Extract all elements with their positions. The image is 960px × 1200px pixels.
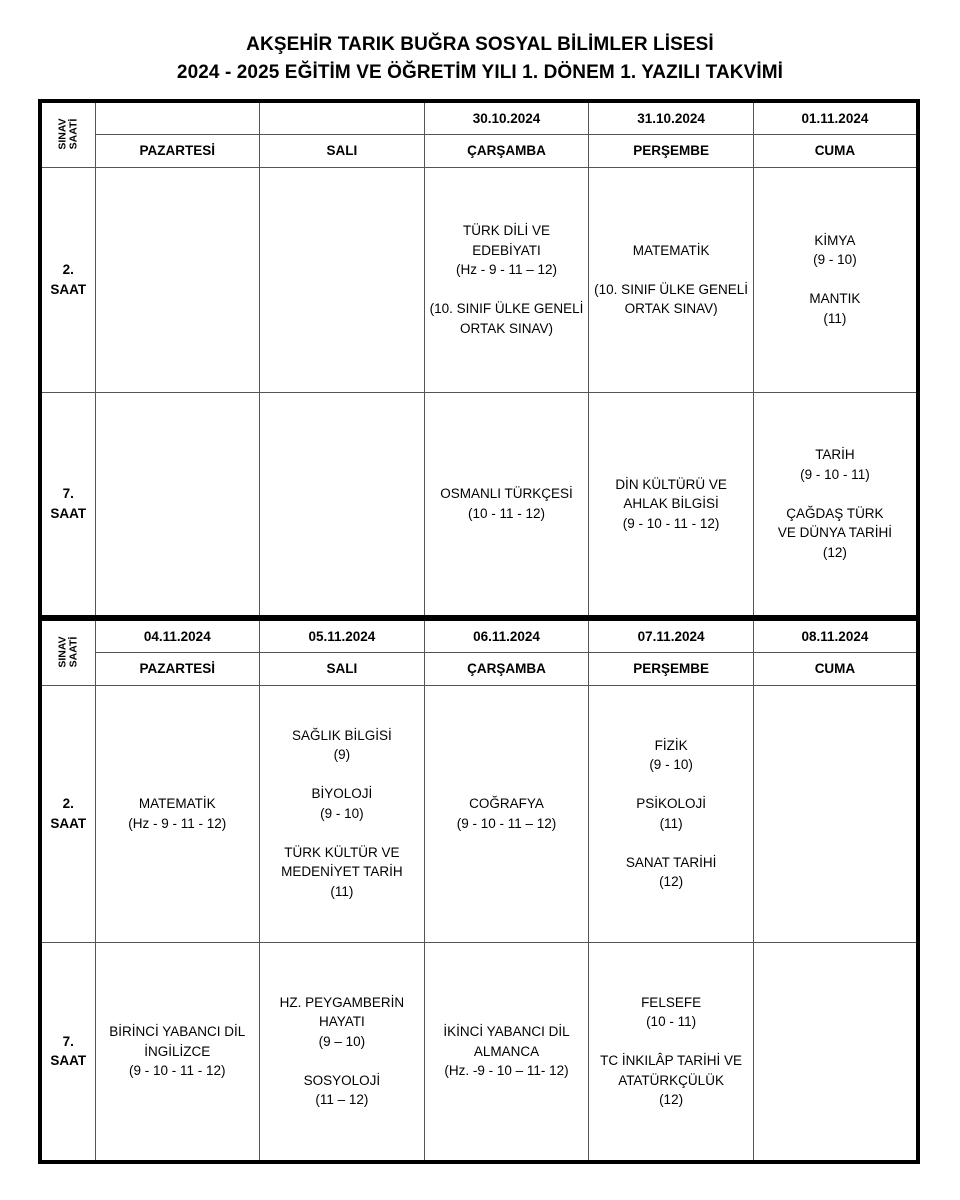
date-cell: 04.11.2024 xyxy=(95,619,260,652)
period-label xyxy=(40,392,95,617)
exam-cell xyxy=(95,392,260,617)
exam-line: DİN KÜLTÜRÜ VE xyxy=(615,476,727,492)
exam-cell xyxy=(753,167,918,392)
exam-line: (9 - 10 - 11) xyxy=(800,466,870,482)
exam-hour-label-1: SINAV xyxy=(56,117,69,150)
exam-hour-header xyxy=(40,101,95,167)
day-cell: PERŞEMBE xyxy=(589,652,754,685)
exam-line: (9) xyxy=(333,747,351,763)
exam-line: FİZİK xyxy=(654,737,688,753)
day-cell: PERŞEMBE xyxy=(589,134,754,167)
exam-hour-label-2: SAATİ xyxy=(67,118,80,149)
exam-line: MATEMATİK xyxy=(138,796,216,811)
exam-hour-label-2: SAATİ xyxy=(67,636,80,667)
exam-hour-label-1: SINAV xyxy=(56,635,69,668)
day-cell: SALI xyxy=(260,652,425,685)
exam-cell xyxy=(753,942,918,1162)
date-cell: 06.11.2024 xyxy=(424,619,589,652)
exam-line: (9 - 10) xyxy=(320,805,364,821)
day-cell: CUMA xyxy=(753,652,918,685)
exam-line: SANAT TARİHİ xyxy=(625,854,717,870)
exam-line: ATATÜRKÇÜLÜK xyxy=(618,1072,724,1088)
exam-line: PSİKOLOJİ xyxy=(636,796,706,811)
line-spacer xyxy=(593,260,749,280)
exam-cell xyxy=(424,942,589,1162)
exam-cell xyxy=(260,167,425,392)
exam-cell xyxy=(424,685,589,942)
exam-line: (Hz. -9 - 10 – 11- 12) xyxy=(444,1063,569,1078)
period-unit: SAAT xyxy=(50,281,87,297)
exam-line: (10. SINIF ÜLKE GENELİ xyxy=(594,281,748,297)
exam-cell xyxy=(260,685,425,942)
exam-line: TC İNKILÂP TARİHİ VE xyxy=(600,1053,742,1069)
exam-line: TÜRK DİLİ VE xyxy=(462,223,550,238)
date-cell: 08.11.2024 xyxy=(753,619,918,652)
period-label xyxy=(40,685,95,942)
exam-line: (11) xyxy=(659,815,683,831)
period-number: 2. xyxy=(62,262,74,277)
exam-line: EDEBİYATI xyxy=(472,242,541,258)
line-spacer xyxy=(758,270,912,290)
exam-line: MEDENİYET TARİH xyxy=(281,864,403,880)
exam-line: (12) xyxy=(822,544,847,560)
exam-line: COĞRAFYA xyxy=(469,796,544,811)
exam-line: HAYATI xyxy=(319,1014,365,1030)
exam-line: ORTAK SINAV) xyxy=(624,301,718,316)
period-number: 7. xyxy=(62,1033,74,1049)
exam-line: OSMANLI TÜRKÇESİ xyxy=(440,486,573,502)
exam-line: (9 – 10) xyxy=(318,1033,366,1049)
date-cell xyxy=(95,101,260,134)
period-number: 7. xyxy=(62,486,74,502)
period-unit: SAAT xyxy=(50,1053,87,1069)
exam-cell xyxy=(589,685,754,942)
exam-cell xyxy=(589,942,754,1162)
exam-line: (10 - 11 - 12) xyxy=(467,505,545,521)
exam-line: FELSEFE xyxy=(641,994,702,1010)
exam-line: (9 - 10 - 11 - 12) xyxy=(129,1063,226,1078)
exam-line: İNGİLİZCE xyxy=(144,1043,211,1059)
day-cell: ÇARŞAMBA xyxy=(424,134,589,167)
exam-line: (10. SINIF ÜLKE GENELİ xyxy=(429,301,584,316)
line-spacer xyxy=(264,765,420,785)
exam-line: TARİH xyxy=(815,447,855,463)
period-label xyxy=(40,942,95,1162)
page-title: AKŞEHİR TARIK BUĞRA SOSYAL BİLİMLER LİSESİ xyxy=(246,34,714,55)
exam-cell xyxy=(589,167,754,392)
day-cell: PAZARTESİ xyxy=(95,652,260,685)
exam-line: BİRİNCİ YABANCI DİL xyxy=(109,1024,246,1039)
exam-line: (9 - 10 - 11 - 12) xyxy=(622,515,720,531)
exam-cell xyxy=(95,942,260,1162)
exam-line: ORTAK SINAV) xyxy=(459,320,553,336)
line-spacer xyxy=(264,823,420,843)
exam-line: (11) xyxy=(330,883,354,899)
exam-line: SAĞLIK BİLGİSİ xyxy=(291,727,392,743)
exam-cell xyxy=(95,685,260,942)
exam-cell xyxy=(260,942,425,1162)
line-spacer xyxy=(758,484,912,504)
exam-line: (11) xyxy=(823,310,847,326)
exam-line: TÜRK KÜLTÜR VE xyxy=(284,844,400,860)
period-unit: SAAT xyxy=(50,815,87,831)
date-cell xyxy=(260,101,425,134)
page-subtitle: 2024 - 2025 EĞİTİM VE ÖĞRETİM YILI 1. DÖNEM 1. YAZILI TAKVİMİ xyxy=(176,62,784,83)
period-unit: SAAT xyxy=(50,505,87,521)
exam-line: (9 - 10) xyxy=(813,252,857,268)
day-cell: CUMA xyxy=(753,134,918,167)
date-cell: 05.11.2024 xyxy=(260,619,425,652)
exam-cell xyxy=(753,685,918,942)
exam-line: BİYOLOJİ xyxy=(311,786,373,802)
day-cell: SALI xyxy=(260,134,425,167)
exam-line: MATEMATİK xyxy=(632,242,710,258)
exam-line: VE DÜNYA TARİHİ xyxy=(777,525,892,541)
exam-line: (12) xyxy=(659,874,684,889)
exam-line: SOSYOLOJİ xyxy=(303,1072,381,1088)
line-spacer xyxy=(593,1032,749,1052)
exam-line: (12) xyxy=(659,1092,684,1108)
line-spacer xyxy=(429,280,585,300)
exam-line: (10 - 11) xyxy=(646,1014,697,1030)
line-spacer xyxy=(593,833,749,853)
exam-cell xyxy=(260,392,425,617)
exam-schedule-week-2 xyxy=(38,617,920,1164)
exam-line: KİMYA xyxy=(814,232,856,248)
date-cell: 31.10.2024 xyxy=(589,101,754,134)
exam-line: (9 - 10 - 11 – 12) xyxy=(456,815,557,831)
day-cell: PAZARTESİ xyxy=(95,134,260,167)
exam-line: ÇAĞDAŞ TÜRK xyxy=(786,505,884,521)
exam-line: ALMANCA xyxy=(473,1043,540,1059)
exam-line: (9 - 10) xyxy=(649,757,693,772)
exam-cell xyxy=(424,167,589,392)
exam-cell xyxy=(424,392,589,617)
exam-line: (Hz - 9 - 11 - 12) xyxy=(128,815,227,831)
line-spacer xyxy=(593,775,749,795)
date-cell: 07.11.2024 xyxy=(589,619,754,652)
exam-schedule-week-1 xyxy=(38,99,920,619)
date-cell: 01.11.2024 xyxy=(753,101,918,134)
exam-cell xyxy=(589,392,754,617)
day-cell: ÇARŞAMBA xyxy=(424,652,589,685)
exam-hour-header xyxy=(40,619,95,685)
exam-cell xyxy=(753,392,918,617)
period-label xyxy=(40,167,95,392)
exam-line: HZ. PEYGAMBERİN xyxy=(279,994,405,1010)
exam-line: MANTIK xyxy=(809,291,861,307)
line-spacer xyxy=(264,1051,420,1071)
exam-line: İKİNCİ YABANCI DİL xyxy=(443,1024,570,1039)
exam-line: AHLAK BİLGİSİ xyxy=(623,496,719,511)
exam-cell xyxy=(95,167,260,392)
date-cell: 30.10.2024 xyxy=(424,101,589,134)
exam-line: (11 – 12) xyxy=(315,1092,369,1108)
period-number: 2. xyxy=(62,796,74,811)
exam-line: (Hz - 9 - 11 – 12) xyxy=(455,262,557,277)
